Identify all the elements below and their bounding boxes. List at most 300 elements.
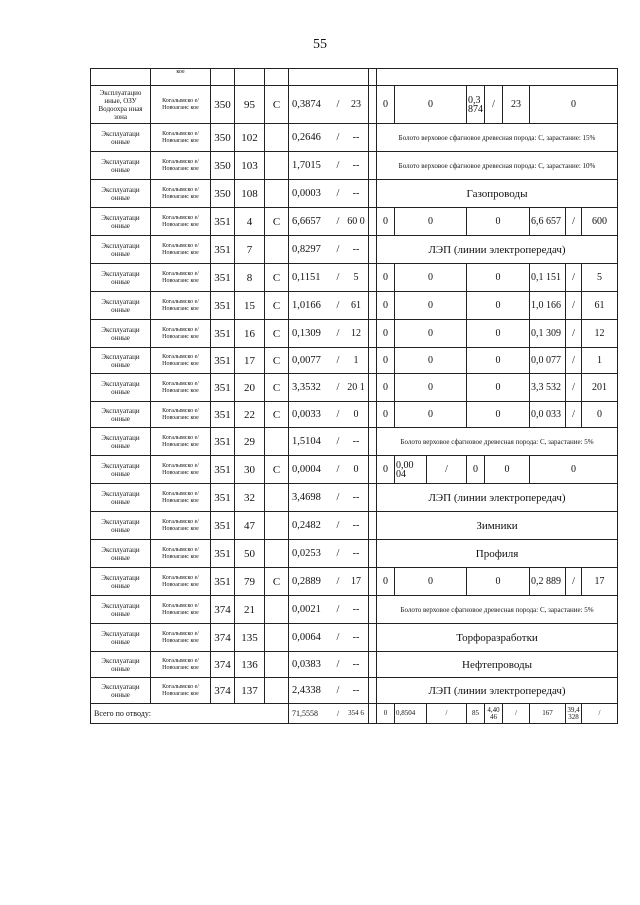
spacer-cell [369,374,377,402]
spacer-cell [369,540,377,568]
district-cell: Когалымско е/Новоаганс кое [151,484,211,512]
table-cell: / [427,704,467,724]
section-cell: 137 [235,678,265,704]
area-separator: / [336,300,340,311]
quarter-cell: 351 [211,264,235,292]
table-cell: 0 [395,320,467,348]
area-separator: / [336,464,340,475]
table-cell: / [566,374,582,402]
quarter-cell: 374 [211,652,235,678]
area-value: 2,4338 [292,685,321,696]
area-value: 1,5104 [292,436,321,447]
table-cell: 0,00 04 [395,456,427,484]
section-cell: 29 [235,428,265,456]
spacer-cell [369,236,377,264]
area-value: 0,8297 [292,244,321,255]
area-cell [289,320,369,348]
table-row [91,540,618,568]
header-cell [235,69,265,86]
table-cell: 0 [377,456,395,484]
table-row [91,652,618,678]
table-cell: 0,3 874 [467,86,485,124]
table-cell: 0 [395,402,467,428]
spacer-cell [369,428,377,456]
table-cell: 0 [395,208,467,236]
table-row [91,320,618,348]
table-row [91,348,618,374]
table-cell: 0 [467,320,530,348]
area-separator: / [336,382,340,393]
district-cell: Когалымско е/Новоаганс кое [151,292,211,320]
table-row [91,264,618,292]
description-cell: Болото верховое сфагновое древесная порода: С, зарастание: 5% [377,596,618,624]
quarter-cell: 374 [211,678,235,704]
total-row [91,704,618,724]
spacer-cell [369,86,377,124]
species-cell [265,152,289,180]
area-separator: / [336,409,340,420]
quarter-cell: 350 [211,152,235,180]
header-cell [265,69,289,86]
spacer-cell [369,568,377,596]
table-row [91,402,618,428]
table-row [91,292,618,320]
category-cell: Эксплуатаци онные [91,652,151,678]
table-cell: 0 [467,208,530,236]
table-cell: / [566,320,582,348]
object-type-cell: Зимники [377,512,618,540]
area-cell [289,292,369,320]
species-cell: С [265,320,289,348]
table-row [91,152,618,180]
table-cell: 0 [377,264,395,292]
category-cell: Эксплуатаци онные [91,374,151,402]
district-cell: Когалымско е/Новоаганс кое [151,208,211,236]
volume-value: -- [352,160,360,171]
area-value: 3,4698 [292,492,321,503]
table-cell: 0 [377,320,395,348]
area-separator: / [336,548,340,559]
section-cell: 135 [235,624,265,652]
area-separator: / [336,436,340,447]
volume-value: 1 [353,355,359,366]
section-cell: 22 [235,402,265,428]
species-cell [265,624,289,652]
area-separator: / [336,272,340,283]
table-cell: 0 [395,374,467,402]
table-cell: 0 [377,374,395,402]
category-cell: Эксплуатаци онные [91,236,151,264]
table-cell: 0 [395,264,467,292]
area-cell [289,348,369,374]
area-separator: / [336,99,340,110]
table-cell: 6,6 657 [530,208,566,236]
table-cell: / [503,704,530,724]
total-area-value: 71,5558 [292,709,318,718]
quarter-cell: 350 [211,180,235,208]
spacer-cell [369,264,377,292]
total-volume-value: 354 6 [348,709,364,717]
district-cell: Когалымско е/Новоаганс кое [151,652,211,678]
table-cell: 0,1 309 [530,320,566,348]
object-type-cell: Газопроводы [377,180,618,208]
species-cell [265,512,289,540]
district-cell: Когалымско е/Новоаганс кое [151,320,211,348]
area-separator: / [336,492,340,503]
volume-value: -- [352,659,360,670]
table-row [91,124,618,152]
category-cell: Эксплуатаци онные [91,292,151,320]
header-cell [211,69,235,86]
table-cell: / [566,264,582,292]
volume-value: 5 [353,272,359,283]
volume-value: 0 [353,409,359,420]
volume-value: -- [352,188,360,199]
category-cell: Эксплуатаци онные [91,596,151,624]
description-cell: Болото верховое сфагновое древесная порода: С, зарастание: 15% [377,124,618,152]
volume-value: 12 [351,328,361,339]
area-cell [289,678,369,704]
volume-value: -- [352,548,360,559]
section-cell: 136 [235,652,265,678]
table-header-fragment-row [91,69,618,86]
spacer-cell [369,180,377,208]
species-cell [265,484,289,512]
area-cell [289,540,369,568]
district-cell: Когалымско е/Новоаганс кое [151,568,211,596]
table-cell: 0 [530,86,618,124]
species-cell: С [265,374,289,402]
table-cell: / [485,86,503,124]
table-row [91,428,618,456]
table-cell: 4,40 46 [485,704,503,724]
table-cell: 201 [582,374,618,402]
species-cell: С [265,456,289,484]
table-cell: 0 [395,292,467,320]
area-value: 3,3532 [292,382,321,393]
quarter-cell: 351 [211,540,235,568]
spacer-cell [369,348,377,374]
area-separator: / [336,216,340,227]
area-value: 0,0033 [292,409,321,420]
district-cell: Когалымско е/Новоаганс кое [151,428,211,456]
spacer-cell [369,652,377,678]
table-cell: 0 [485,456,530,484]
area-cell [289,264,369,292]
category-cell: Эксплуатацио нные, ОЗУ Водоохра нная зона [91,86,151,124]
table-cell: 0,2 889 [530,568,566,596]
category-cell: Эксплуатаци онные [91,540,151,568]
object-type-cell: ЛЭП (линии электропередач) [377,236,618,264]
total-label: Всего по отводу: [91,704,289,724]
area-cell [289,124,369,152]
area-separator: / [336,160,340,171]
section-cell: 30 [235,456,265,484]
category-cell: Эксплуатаци онные [91,428,151,456]
volume-value: 23 [351,99,361,110]
quarter-cell: 350 [211,124,235,152]
area-cell [289,484,369,512]
table-cell: 0 [377,208,395,236]
district-cell: Когалымско е/Новоаганс кое [151,596,211,624]
district-cell: Когалымско е/Новоаганс кое [151,348,211,374]
species-cell: С [265,402,289,428]
volume-value: 0 [353,464,359,475]
object-type-cell: Профиля [377,540,618,568]
table-cell: 1,0 166 [530,292,566,320]
table-cell: 0 [377,568,395,596]
species-cell [265,236,289,264]
table-cell: 0 [467,568,530,596]
table-cell: 61 [582,292,618,320]
table-cell: 0 [582,402,618,428]
district-cell: Когалымско е/Новоаганс кое [151,540,211,568]
species-cell: С [265,568,289,596]
section-cell: 47 [235,512,265,540]
table-row [91,456,618,484]
district-cell: Когалымско е/Новоаганс кое [151,374,211,402]
spacer-cell [369,208,377,236]
spacer-cell [369,512,377,540]
category-cell: Эксплуатаци онные [91,678,151,704]
volume-value: 17 [351,576,361,587]
category-cell: Эксплуатаци онные [91,320,151,348]
volume-value: 20 1 [347,382,365,393]
district-cell: Когалымско е/Новоаганс кое [151,152,211,180]
category-cell: Эксплуатаци онные [91,124,151,152]
table-cell: 0 [467,292,530,320]
table-cell: 5 [582,264,618,292]
header-cell [91,69,151,86]
area-separator: / [336,632,340,643]
header-cell [377,69,618,86]
area-value: 0,2646 [292,132,321,143]
district-cell: Когалымско е/Новоаганс кое [151,236,211,264]
table-cell: 0 [395,86,467,124]
area-cell [289,456,369,484]
header-cell [289,69,369,86]
table-cell: 0 [467,374,530,402]
table-cell: 600 [582,208,618,236]
district-cell: Когалымско е/Новоаганс кое [151,456,211,484]
table-cell: 0,1 151 [530,264,566,292]
spacer-cell [369,704,377,724]
species-cell: С [265,264,289,292]
area-value: 0,0383 [292,659,321,670]
district-cell: Когалымско е/Новоаганс кое [151,624,211,652]
quarter-cell: 374 [211,624,235,652]
species-cell [265,596,289,624]
table-cell: 0 [377,402,395,428]
category-cell: Эксплуатаци онные [91,484,151,512]
section-cell: 8 [235,264,265,292]
category-cell: Эксплуатаци онные [91,568,151,596]
area-cell [289,374,369,402]
quarter-cell: 351 [211,348,235,374]
object-type-cell: ЛЭП (линии электропередач) [377,484,618,512]
table-cell: 0 [377,348,395,374]
area-separator: / [336,659,340,670]
area-cell [289,86,369,124]
table-row [91,568,618,596]
table-cell: / [566,568,582,596]
species-cell: С [265,208,289,236]
table-row [91,484,618,512]
area-cell [289,652,369,678]
area-separator: / [336,328,340,339]
table-cell: 0 [395,348,467,374]
volume-value: 60 0 [347,216,365,227]
table-cell: / [582,704,618,724]
section-cell: 15 [235,292,265,320]
description-cell: Болото верховое сфагновое древесная порода: С, зарастание: 5% [377,428,618,456]
species-cell [265,678,289,704]
table-row [91,180,618,208]
table-row [91,236,618,264]
species-cell: С [265,292,289,320]
table-cell: 0 [467,264,530,292]
table-cell: 0 [467,402,530,428]
quarter-cell: 351 [211,402,235,428]
area-value: 1,7015 [292,160,321,171]
quarter-cell: 351 [211,320,235,348]
area-value: 0,1151 [292,272,321,283]
table-cell: 0 [395,568,467,596]
quarter-cell: 351 [211,512,235,540]
table-cell: / [427,456,467,484]
table-cell: 0,8504 [395,704,427,724]
table-cell: 39,4 328 [566,704,582,724]
district-cell: Когалымско е/Новоаганс кое [151,264,211,292]
quarter-cell: 351 [211,374,235,402]
description-cell: Болото верховое сфагновое древесная порода: С, зарастание: 10% [377,152,618,180]
area-value: 0,0021 [292,604,321,615]
area-cell [289,180,369,208]
area-value: 0,3874 [292,99,321,110]
area-separator: / [336,604,340,615]
area-value: 0,1309 [292,328,321,339]
spacer-cell [369,456,377,484]
spacer-cell [369,484,377,512]
quarter-cell: 351 [211,428,235,456]
species-cell: С [265,348,289,374]
table-cell: 0 [530,456,618,484]
species-cell [265,428,289,456]
header-fragment: кое [151,69,211,86]
area-separator: / [336,520,340,531]
section-cell: 95 [235,86,265,124]
area-separator: / [336,685,340,696]
object-type-cell: Нефтепроводы [377,652,618,678]
section-cell: 7 [235,236,265,264]
table-row [91,596,618,624]
table-cell: 0 [377,704,395,724]
section-cell: 50 [235,540,265,568]
category-cell: Эксплуатаци онные [91,264,151,292]
quarter-cell: 351 [211,208,235,236]
spacer-cell [369,320,377,348]
section-cell: 108 [235,180,265,208]
object-type-cell: Торфоразработки [377,624,618,652]
table-cell: 85 [467,704,485,724]
district-cell: Когалымско е/Новоаганс кое [151,180,211,208]
table-row [91,86,618,124]
table-cell: 0,0 077 [530,348,566,374]
table-cell: / [566,292,582,320]
area-value: 0,0003 [292,188,321,199]
spacer-cell [369,624,377,652]
quarter-cell: 351 [211,236,235,264]
district-cell: Когалымско е/Новоаганс кое [151,512,211,540]
section-cell: 103 [235,152,265,180]
spacer-cell [369,678,377,704]
area-cell [289,152,369,180]
section-cell: 16 [235,320,265,348]
section-cell: 21 [235,596,265,624]
section-cell: 17 [235,348,265,374]
forest-inventory-table [90,68,618,724]
category-cell: Эксплуатаци онные [91,402,151,428]
volume-value: -- [352,492,360,503]
spacer-cell [369,402,377,428]
area-separator: / [336,355,340,366]
object-type-cell: ЛЭП (линии электропередач) [377,678,618,704]
volume-value: -- [352,244,360,255]
category-cell: Эксплуатаци онные [91,180,151,208]
table-cell: / [566,348,582,374]
table-cell: 12 [582,320,618,348]
volume-value: -- [352,436,360,447]
species-cell [265,652,289,678]
table-cell: 0 [467,456,485,484]
section-cell: 32 [235,484,265,512]
area-separator: / [336,576,340,587]
category-cell: Эксплуатаци онные [91,456,151,484]
area-separator: / [336,709,340,718]
category-cell: Эксплуатаци онные [91,624,151,652]
volume-value: -- [352,520,360,531]
spacer-cell [369,152,377,180]
table-cell: 167 [530,704,566,724]
area-value: 1,0166 [292,300,321,311]
quarter-cell: 351 [211,456,235,484]
table-cell: 17 [582,568,618,596]
area-separator: / [336,132,340,143]
area-cell [289,402,369,428]
quarter-cell: 351 [211,292,235,320]
area-cell [289,624,369,652]
quarter-cell: 374 [211,596,235,624]
area-cell [289,568,369,596]
quarter-cell: 351 [211,484,235,512]
area-cell [289,512,369,540]
area-value: 0,2889 [292,576,321,587]
volume-value: -- [352,604,360,615]
volume-value: -- [352,132,360,143]
volume-value: -- [352,685,360,696]
area-cell [289,236,369,264]
table-row [91,374,618,402]
district-cell: Когалымско е/Новоаганс кое [151,86,211,124]
table-cell: / [566,402,582,428]
section-cell: 79 [235,568,265,596]
category-cell: Эксплуатаци онные [91,512,151,540]
area-separator: / [336,244,340,255]
district-cell: Когалымско е/Новоаганс кое [151,402,211,428]
table-row [91,512,618,540]
spacer-cell [369,292,377,320]
district-cell: Когалымско е/Новоаганс кое [151,678,211,704]
